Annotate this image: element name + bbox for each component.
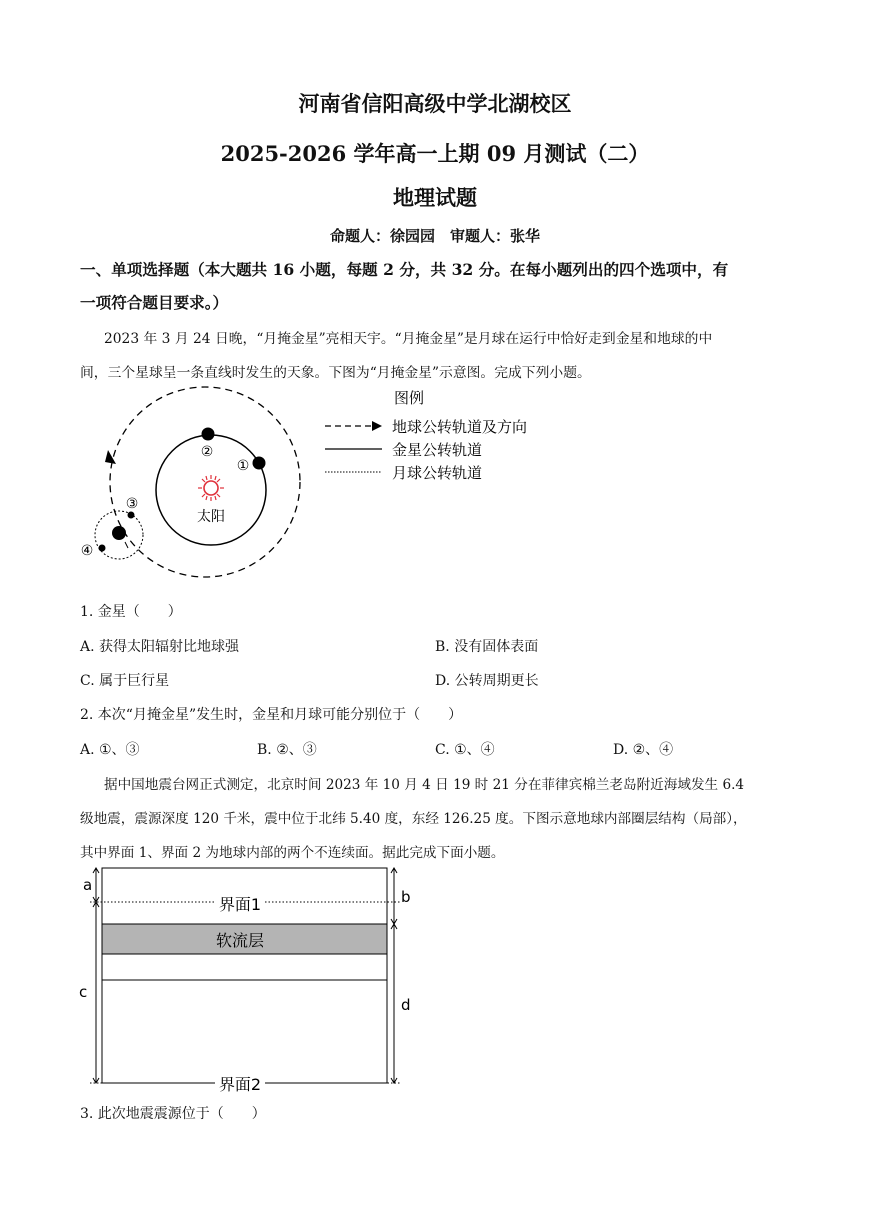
- label-c: c: [79, 983, 88, 1001]
- q2-option-a: A. ①、③: [80, 742, 140, 758]
- interface1-label: 界面1: [218, 895, 262, 914]
- passage2-line1: 据中国地震台网正式测定，北京时间 2023 年 10 月 4 日 19 时 21 分在菲律宾棉兰老岛附近海域发生 6.4: [104, 777, 745, 793]
- earth-axis: [125, 542, 128, 548]
- legend-arrow-icon: [372, 421, 382, 431]
- earth-icon: [112, 526, 126, 540]
- subject-title: 地理试题: [393, 185, 477, 210]
- section-heading-line2: 一项符合题目要求。）: [80, 293, 229, 312]
- interface2-label: 界面2: [218, 1075, 262, 1094]
- q2-option-d: D. ②、④: [613, 742, 674, 758]
- moon-position-3: [128, 512, 135, 519]
- passage1-line1: 2023 年 3 月 24 日晚，“月掩金星”亮相天宇。“月掩金星”是月球在运行中恰好走到金星和地球的中: [104, 331, 713, 347]
- legend-title: 图例: [394, 389, 425, 407]
- q2-option-c: C. ①、④: [435, 742, 495, 758]
- marker-2: ②: [200, 444, 214, 460]
- sun-label: 太阳: [197, 509, 225, 525]
- q1-option-b: B. 没有固体表面: [435, 639, 539, 655]
- section-heading-line1: 一、单项选择题（本大题共 16 小题，每题 2 分，共 32 分。在每小题列出的四个选项中，有: [80, 260, 729, 279]
- marker-4: ④: [80, 543, 94, 559]
- venus-position-1: [253, 457, 266, 470]
- q1-option-c: C. 属于巨行星: [80, 673, 170, 689]
- q3-stem: 3. 此次地震震源位于（ ）: [80, 1106, 266, 1122]
- q2-option-b: B. ②、③: [257, 742, 317, 758]
- authors: 命题人：徐园园 审题人：张华: [329, 227, 540, 245]
- q1-option-a: A. 获得太阳辐射比地球强: [80, 639, 240, 655]
- moon-position-4: [99, 545, 106, 552]
- legend-earth-label: 地球公转轨道及方向: [392, 418, 528, 436]
- legend-venus-label: 金星公转轨道: [392, 441, 483, 459]
- sun-icon: [198, 475, 224, 501]
- passage2-line2: 级地震，震源深度 120 千米，震中位于北纬 5.40 度，东经 126.25 度。下图示意地球内部圈层结构（局部），: [80, 811, 747, 827]
- q2-stem: 2. 本次“月掩金星”发生时，金星和月球可能分别位于（ ）: [80, 707, 463, 723]
- q1-stem: 1. 金星（ ）: [80, 604, 182, 620]
- earth-structure-diagram: [70, 860, 430, 1095]
- legend-moon-label: 月球公转轨道: [392, 464, 483, 482]
- asthenosphere-label: 软流层: [215, 931, 265, 950]
- passage2-line3: 其中界面 1、界面 2 为地球内部的两个不连续面。据此完成下面小题。: [80, 845, 505, 861]
- label-b: b: [401, 888, 411, 906]
- label-d: d: [401, 996, 411, 1014]
- marker-1: ①: [236, 458, 250, 474]
- label-a: a: [83, 876, 93, 894]
- passage1-line2: 间，三个星球呈一条直线时发生的天象。下图为“月掩金星”示意图。完成下列小题。: [80, 365, 591, 381]
- occultation-diagram: [70, 380, 570, 595]
- venus-position-2: [202, 428, 215, 441]
- school-title: 河南省信阳高级中学北湖校区: [298, 91, 572, 116]
- exam-title: 2025-2026 学年高一上期 09 月测试（二）: [220, 141, 650, 166]
- marker-3: ③: [125, 496, 139, 512]
- q1-option-d: D. 公转周期更长: [435, 673, 539, 689]
